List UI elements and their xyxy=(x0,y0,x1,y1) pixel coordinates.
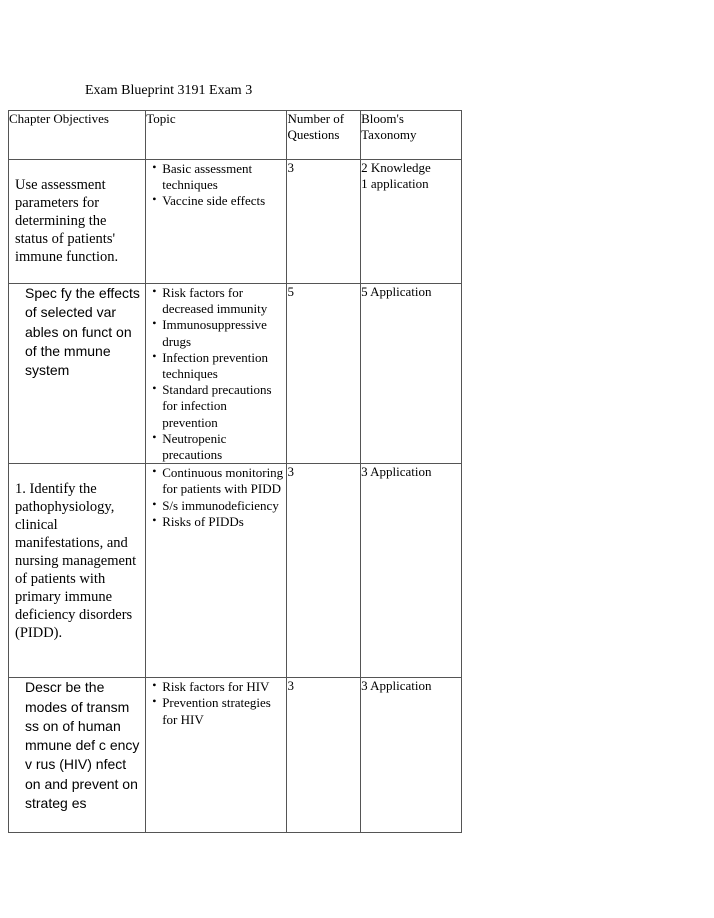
table-row xyxy=(9,464,462,678)
objective-cell: Use assessment parameters for determining the status of patients' immune function. xyxy=(15,177,119,265)
topic-item: • S/s immunodeficiency xyxy=(162,498,284,514)
topic-list xyxy=(146,284,286,463)
document-title: Exam Blueprint 3191 Exam 3 xyxy=(85,83,253,98)
topic-item: • Continuous monitoring for patients with PIDD xyxy=(162,465,284,497)
table-row xyxy=(9,284,462,464)
blueprint-table xyxy=(8,110,462,833)
header-number: Number of Questions xyxy=(287,111,361,160)
topic-item: • Basic assessment techniques xyxy=(162,161,284,193)
number-cell: 3 xyxy=(287,678,361,833)
topic-item: • Standard precautions for infection prevention xyxy=(162,382,284,431)
header-topic: Topic xyxy=(146,111,287,160)
topic-item: • Infection prevention techniques xyxy=(162,350,284,382)
topic-item: • Prevention strategies for HIV xyxy=(162,695,284,727)
topic-item: • Vaccine side effects xyxy=(162,193,284,209)
header-bloom: Bloom's Taxonomy xyxy=(361,111,462,160)
bloom-line: 5 Application xyxy=(361,284,432,299)
number-cell: 3 xyxy=(287,160,361,284)
bloom-cell xyxy=(361,160,462,284)
table-header-row xyxy=(9,111,462,160)
topic-item: • Immunosuppressive drugs xyxy=(162,317,284,349)
topic-item: • Neutropenic precautions xyxy=(162,431,284,463)
number-cell: 3 xyxy=(287,464,361,678)
bloom-cell xyxy=(361,284,462,464)
header-objectives: Chapter Objectives xyxy=(9,111,146,160)
topic-item: • Risk factors for HIV xyxy=(162,679,284,695)
topic-item: • Risk factors for decreased immunity xyxy=(162,285,284,317)
objective-cell: 1. Identify the pathophysiology, clinical manifestations, and nursing management of patients with primary immune deficiency disorders (PIDD). xyxy=(15,481,137,642)
number-cell: 5 xyxy=(287,284,361,464)
table-row xyxy=(9,678,462,833)
topic-item: • Risks of PIDDs xyxy=(162,514,284,530)
table-row xyxy=(9,160,462,284)
topic-list xyxy=(146,160,286,210)
topic-list xyxy=(146,678,286,728)
bloom-cell xyxy=(361,678,462,833)
bloom-line: 3 Application xyxy=(361,678,432,694)
topic-list xyxy=(146,464,286,530)
bloom-cell xyxy=(361,464,462,678)
bloom-line: 2 Knowledge xyxy=(361,160,431,175)
objective-cell: Spec fy the effects of selected var ables on funct on of the mmune system xyxy=(25,285,140,379)
bloom-line: 1 application xyxy=(361,176,429,191)
objective-cell: Descr be the modes of transm ss on of human mmune def c ency v rus (HIV) nfect on and prevent on strateg es xyxy=(25,679,140,812)
bloom-line: 3 Application xyxy=(361,464,432,480)
